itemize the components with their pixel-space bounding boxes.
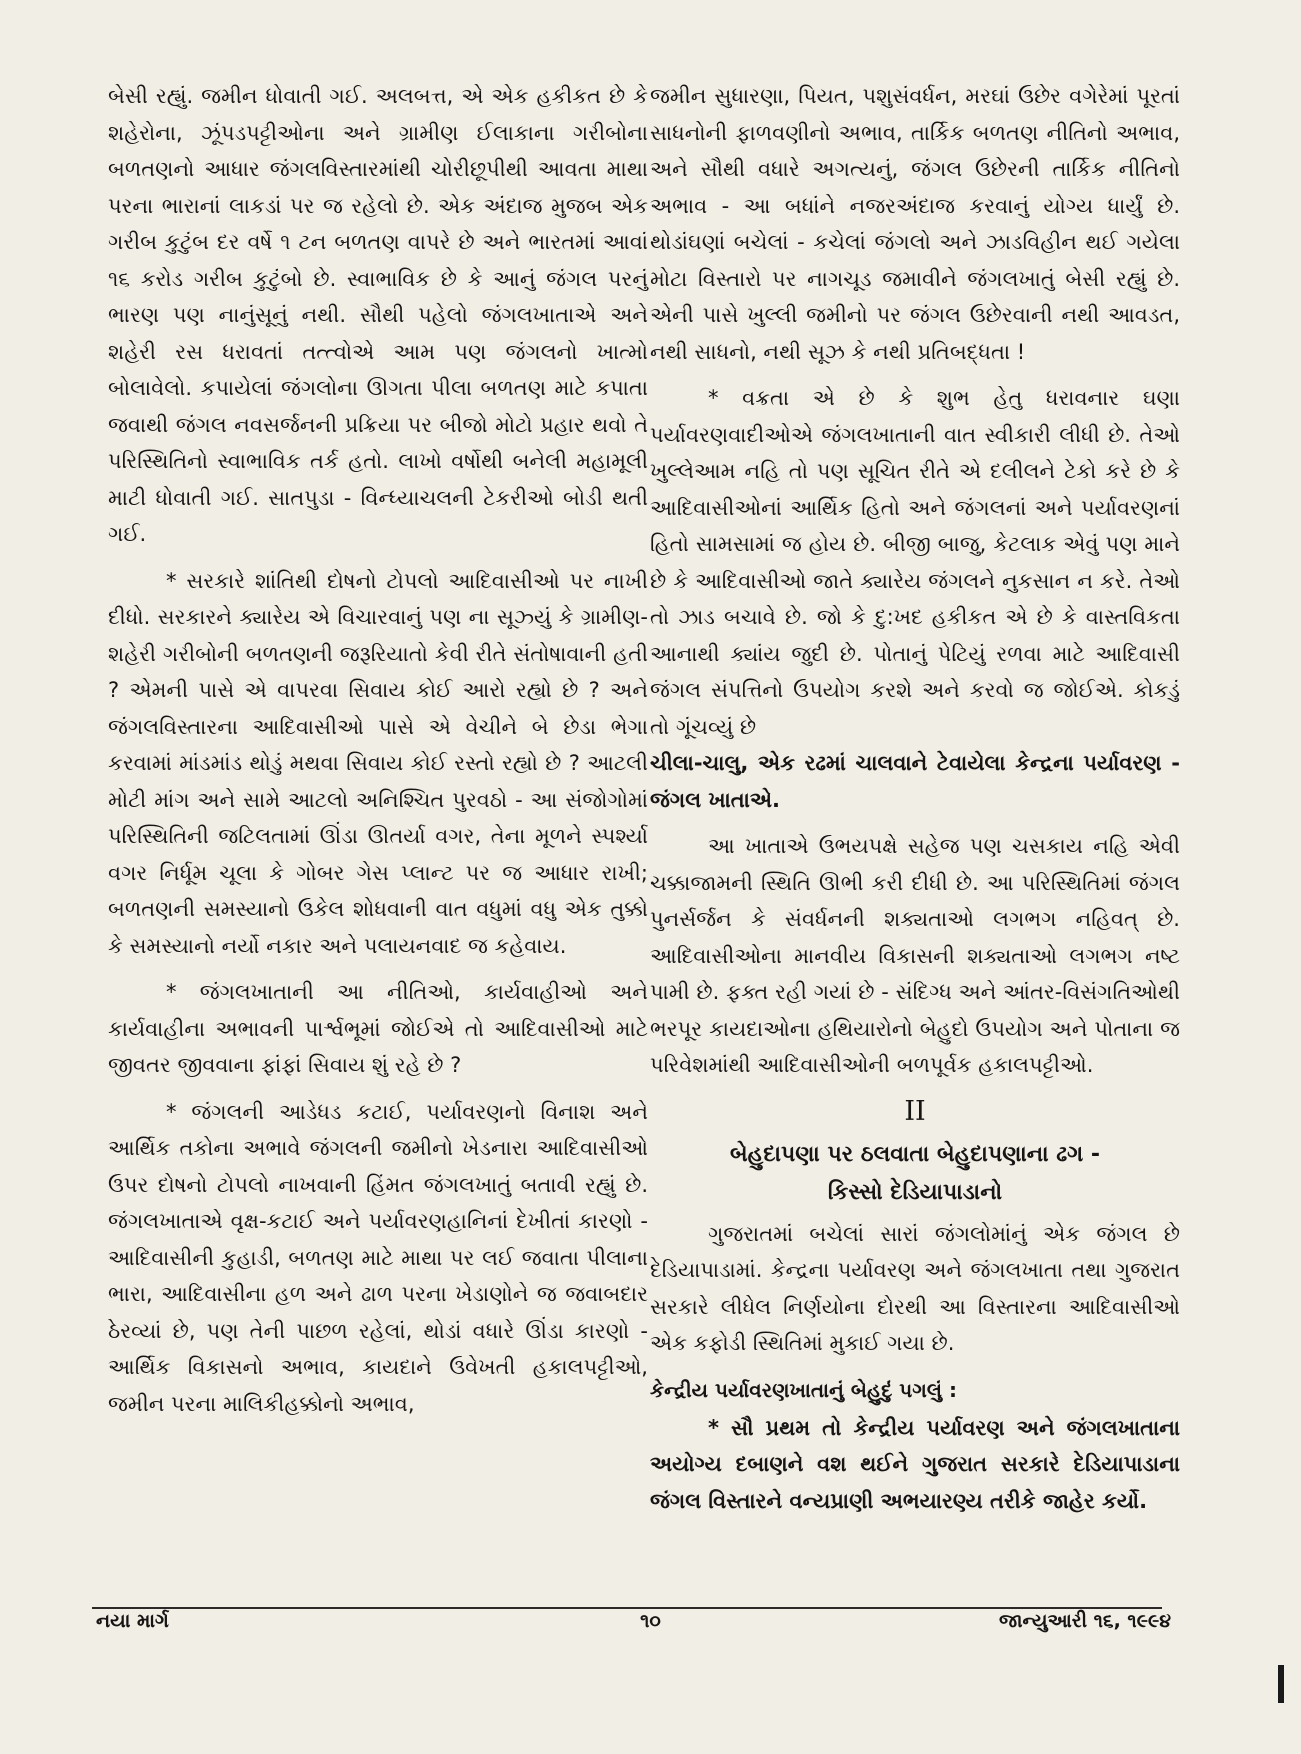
body-paragraph: * વક્રતા એ છે કે શુભ હેતુ ધરાવનાર ઘણા પર્યાવરણવાદીઓએ જંગલખાતાની વાત સ્વીકારી લીધી છે. તેઓ ખુલ્લેઆમ નહિ તો પણ સૂચિત રીતે એ દલીલને ટેકો કરે છે કે આદિવાસીઓનાં આર્થિક હિતો અને જંગલનાં અને પર્યાવરણનાં હિતો સામસામાં જ હોય છે. બીજી બાજુ, કેટલાક એવું પણ માને છે કે આદિવાસીઓ જાતે ક્યારેય જંગલને નુકસાન ન કરે. તેઓ તો ઝાડ બચાવે છે. જો કે દુ:ખદ હકીકત એ છે કે વાસ્તવિકતા આનાથી ક્યાંય જુદી છે. પોતાનું પેટિયું રળવા માટે આદિવાસી જંગલ સંપત્તિનો ઉપયોગ કરશે અને કરવો જ જોઈએ. કોકડું તો ગૂંચવ્યું છે bbox=[650, 386, 1180, 739]
section-title bbox=[650, 1136, 1180, 1212]
body-paragraph: જમીન સુધારણા, પિયત, પશુસંવર્ધન, મરઘાં ઉછેર વગેરેમાં પૂરતાં સાધનોની ફાળવણીનો અભાવ, તાર્કિક બળતણ નીતિનો અભાવ, અને સૌથી વધારે અગત્યનું, જંગલ ઉછેરની તાર્કિક નીતિનો અભાવ - આ બધાંને નજરઅંદાજ કરવાનું યોગ્ય ધાર્યું છે. થોડાંઘણાં બચેલાં - કચેલાં જંગલો અને ઝાડવિહીન થઈ ગયેલા મોટા વિસ્તારો પર નાગચૂડ જમાવીને જંગલખાતું બેસી રહ્યું છે. એની પાસે ખુલ્લી જમીનો પર જંગલ ઉછેરવાની નથી આવડત, નથી સાધનો, નથી સૂઝ કે નથી પ્રતિબદ્ધતા ! bbox=[650, 84, 1180, 364]
footer-page-number: ૧૦ bbox=[640, 1610, 661, 1632]
body-paragraph: બેસી રહ્યું. જમીન ધોવાતી ગઈ. અલબત્ત, એ એક હકીકત છે કે શહેરોના, ઝૂંપડપટ્ટીઓના અને ગ્રામીણ ઈલાકાના ગરીબોના બળતણનો આધાર જંગલવિસ્તારમાંથી ચોરીછૂપીથી આવતા માથા પરના ભારાનાં લાકડાં પર જ રહેલો છે. એક અંદાજ મુજબ એક ગરીબ કુટુંબ દર વર્ષે ૧ ટન બળતણ વાપરે છે અને ભારતમાં આવાં ૧૬ કરોડ ગરીબ કુટુંબો છે. સ્વાભાવિક છે કે આનું જંગલ પરનું ભારણ પણ નાનુંસૂનું નથી. સૌથી પહેલો જંગલખાતાએ અને શહેરી રસ ધરાવતાં તત્ત્વોએ આમ પણ જંગલનો ખાત્મો બોલાવેલો. કપાયેલાં જંગલોના ઊગતા પીલા બળતણ માટે કપાતા જવાથી જંગલ નવસર્જનની પ્રક્રિયા પર બીજો મોટો પ્રહાર થવો તે પરિસ્થિતિનો સ્વાભાવિક તર્ક હતો. લાખો વર્ષોથી બનેલી મહામૂલી માટી ધોવાતી ગઈ. સાતપુડા - વિન્ધ્યાચલની ટેકરીઓ બોડી થતી ગઈ. bbox=[108, 84, 648, 546]
left-column bbox=[108, 78, 648, 1432]
section-title-line-1: બેહુદાપણા પર ઠલવાતા બેહુદાપણાના ઢગ - bbox=[729, 1141, 1101, 1167]
body-paragraph: * જંગલખાતાની આ નીતિઓ, કાર્યવાહીઓ અને કાર્યવાહીના અભાવની પાર્શ્વભૂમાં જોઈએ તો આદિવાસીઓ માટે જીવતર જીવવાના ફાંફાં સિવાય શું રહે છે ? bbox=[108, 980, 648, 1077]
subheading: કેન્દ્રીય પર્યાવરણખાતાનું બેહુદું પગલું : bbox=[650, 1377, 957, 1402]
section-title-line-2: કિસ્સો દેડિયાપાડાનો bbox=[827, 1179, 1003, 1205]
footer-publication: નયા માર્ગ bbox=[96, 1610, 169, 1632]
closing-paragraph: * સૌ પ્રથમ તો કેન્દ્રીય પર્યાવરણ અને જંગલખાતાના અયોગ્ય દબાણને વશ થઈને ગુજરાત સરકારે દેડિયાપાડાના જંગલ વિસ્તારને વન્યપ્રાણી અભયારણ્ય તરીકે જાહેર કર્યો. bbox=[650, 1415, 1180, 1513]
body-paragraph: * જંગલની આડેધડ કટાઈ, પર્યાવરણનો વિનાશ અને આર્થિક તકોના અભાવે જંગલની જમીનો ખેડનારા આદિવાસીઓ ઉપર દોષનો ટોપલો નાખવાની હિંમત જંગલખાતું બતાવી રહ્યું છે. જંગલખાતાએ વૃક્ષ-કટાઈ અને પર્યાવરણહાનિનાં દેખીતાં કારણો - આદિવાસીની કુહાડી, બળતણ માટે માથા પર લઈ જવાતા પીલાના ભારા, આદિવાસીના હળ અને ઢાળ પરના ખેડાણોને જ જવાબદાર ઠેરવ્યાં છે, પણ તેની પાછળ રહેલાં, થોડાં વધારે ઊંડા કારણો - આર્થિક વિકાસનો અભાવ, કાયદાને ઉવેખતી હકાલપટ્ટીઓ, જમીન પરના માલિકીહક્કોનો અભાવ, bbox=[108, 1099, 648, 1416]
body-paragraph: * સરકારે શાંતિથી દોષનો ટોપલો આદિવાસીઓ પર નાખી દીધો. સરકારને ક્યારેય એ વિચારવાનું પણ ના સૂઝ્યું કે ગ્રામીણ-શહેરી ગરીબોની બળતણની જરૂરિયાતો કેવી રીતે સંતોષાવાની હતી ? એમની પાસે એ વાપરવા સિવાય કોઈ આરો રહ્યો છે ? અને જંગલવિસ્તારના આદિવાસીઓ પાસે એ વેચીને બે છેડા ભેગા કરવામાં માંડમાંડ થોડું મથવા સિવાય કોઈ રસ્તો રહ્યો છે ? આટલી મોટી માંગ અને સામે આટલો અનિશ્ચિત પુરવઠો - આ સંજોગોમાં પરિસ્થિતિની જટિલતામાં ઊંડા ઊતર્યા વગર, તેના મૂળને સ્પર્શ્યા વગર નિર્ધૂમ ચૂલા કે ગોબર ગેસ પ્લાન્ટ પર જ આધાર રાખી; બળતણની સમસ્યાનો ઉકેલ શોધવાની વાત વધુમાં વધુ એક તુક્કો કે સમસ્યાનો નર્યો નકાર અને પલાયનવાદ જ કહેવાય. bbox=[108, 568, 648, 958]
section-number: II bbox=[904, 1095, 926, 1127]
footer-rule bbox=[92, 1607, 1162, 1609]
body-paragraph: આ ખાતાએ ઉભયપક્ષે સહેજ પણ ચસકાય નહિ એવી ચક્કાજામની સ્થિતિ ઊભી કરી દીધી છે. આ પરિસ્થિતિમાં જંગલ પુનર્સર્જન કે સંવર્ધનની શક્યતાઓ લગભગ નહિવત્ છે. આદિવાસીઓના માનવીય વિકાસની શક્યતાઓ લગભગ નષ્ટ પામી છે. ફક્ત રહી ગયાં છે - સંદિગ્ધ અને આંતર-વિસંગતિઓથી ભરપૂર કાયદાઓના હથિયારોનો બેહુદો ઉપયોગ અને પોતાના જ પરિવેશમાંથી આદિવાસીઓની બળપૂર્વક હકાલપટ્ટીઓ. bbox=[650, 834, 1180, 1077]
footer-date: જાન્યુઆરી ૧૬, ૧૯૯૪ bbox=[999, 1610, 1171, 1632]
body-paragraph-emphasis: ચીલા-ચાલુ, એક રઢમાં ચાલવાને ટેવાયેલા કેન્દ્રના પર્યાવરણ - જંગલ ખાતાએ. bbox=[650, 751, 1180, 812]
right-column bbox=[650, 78, 1180, 1529]
scan-edge-mark bbox=[1278, 1665, 1284, 1703]
section-intro: ગુજરાતમાં બચેલાં સારાં જંગલોમાંનું એક જંગલ છે દેડિયાપાડામાં. કેન્દ્રના પર્યાવરણ અને જંગલખાતા તથા ગુજરાત સરકારે લીધેલ નિર્ણયોના દોરથી આ વિસ્તારના આદિવાસીઓ એક કફોડી સ્થિતિમાં મુકાઈ ગયા છે. bbox=[650, 1221, 1180, 1355]
